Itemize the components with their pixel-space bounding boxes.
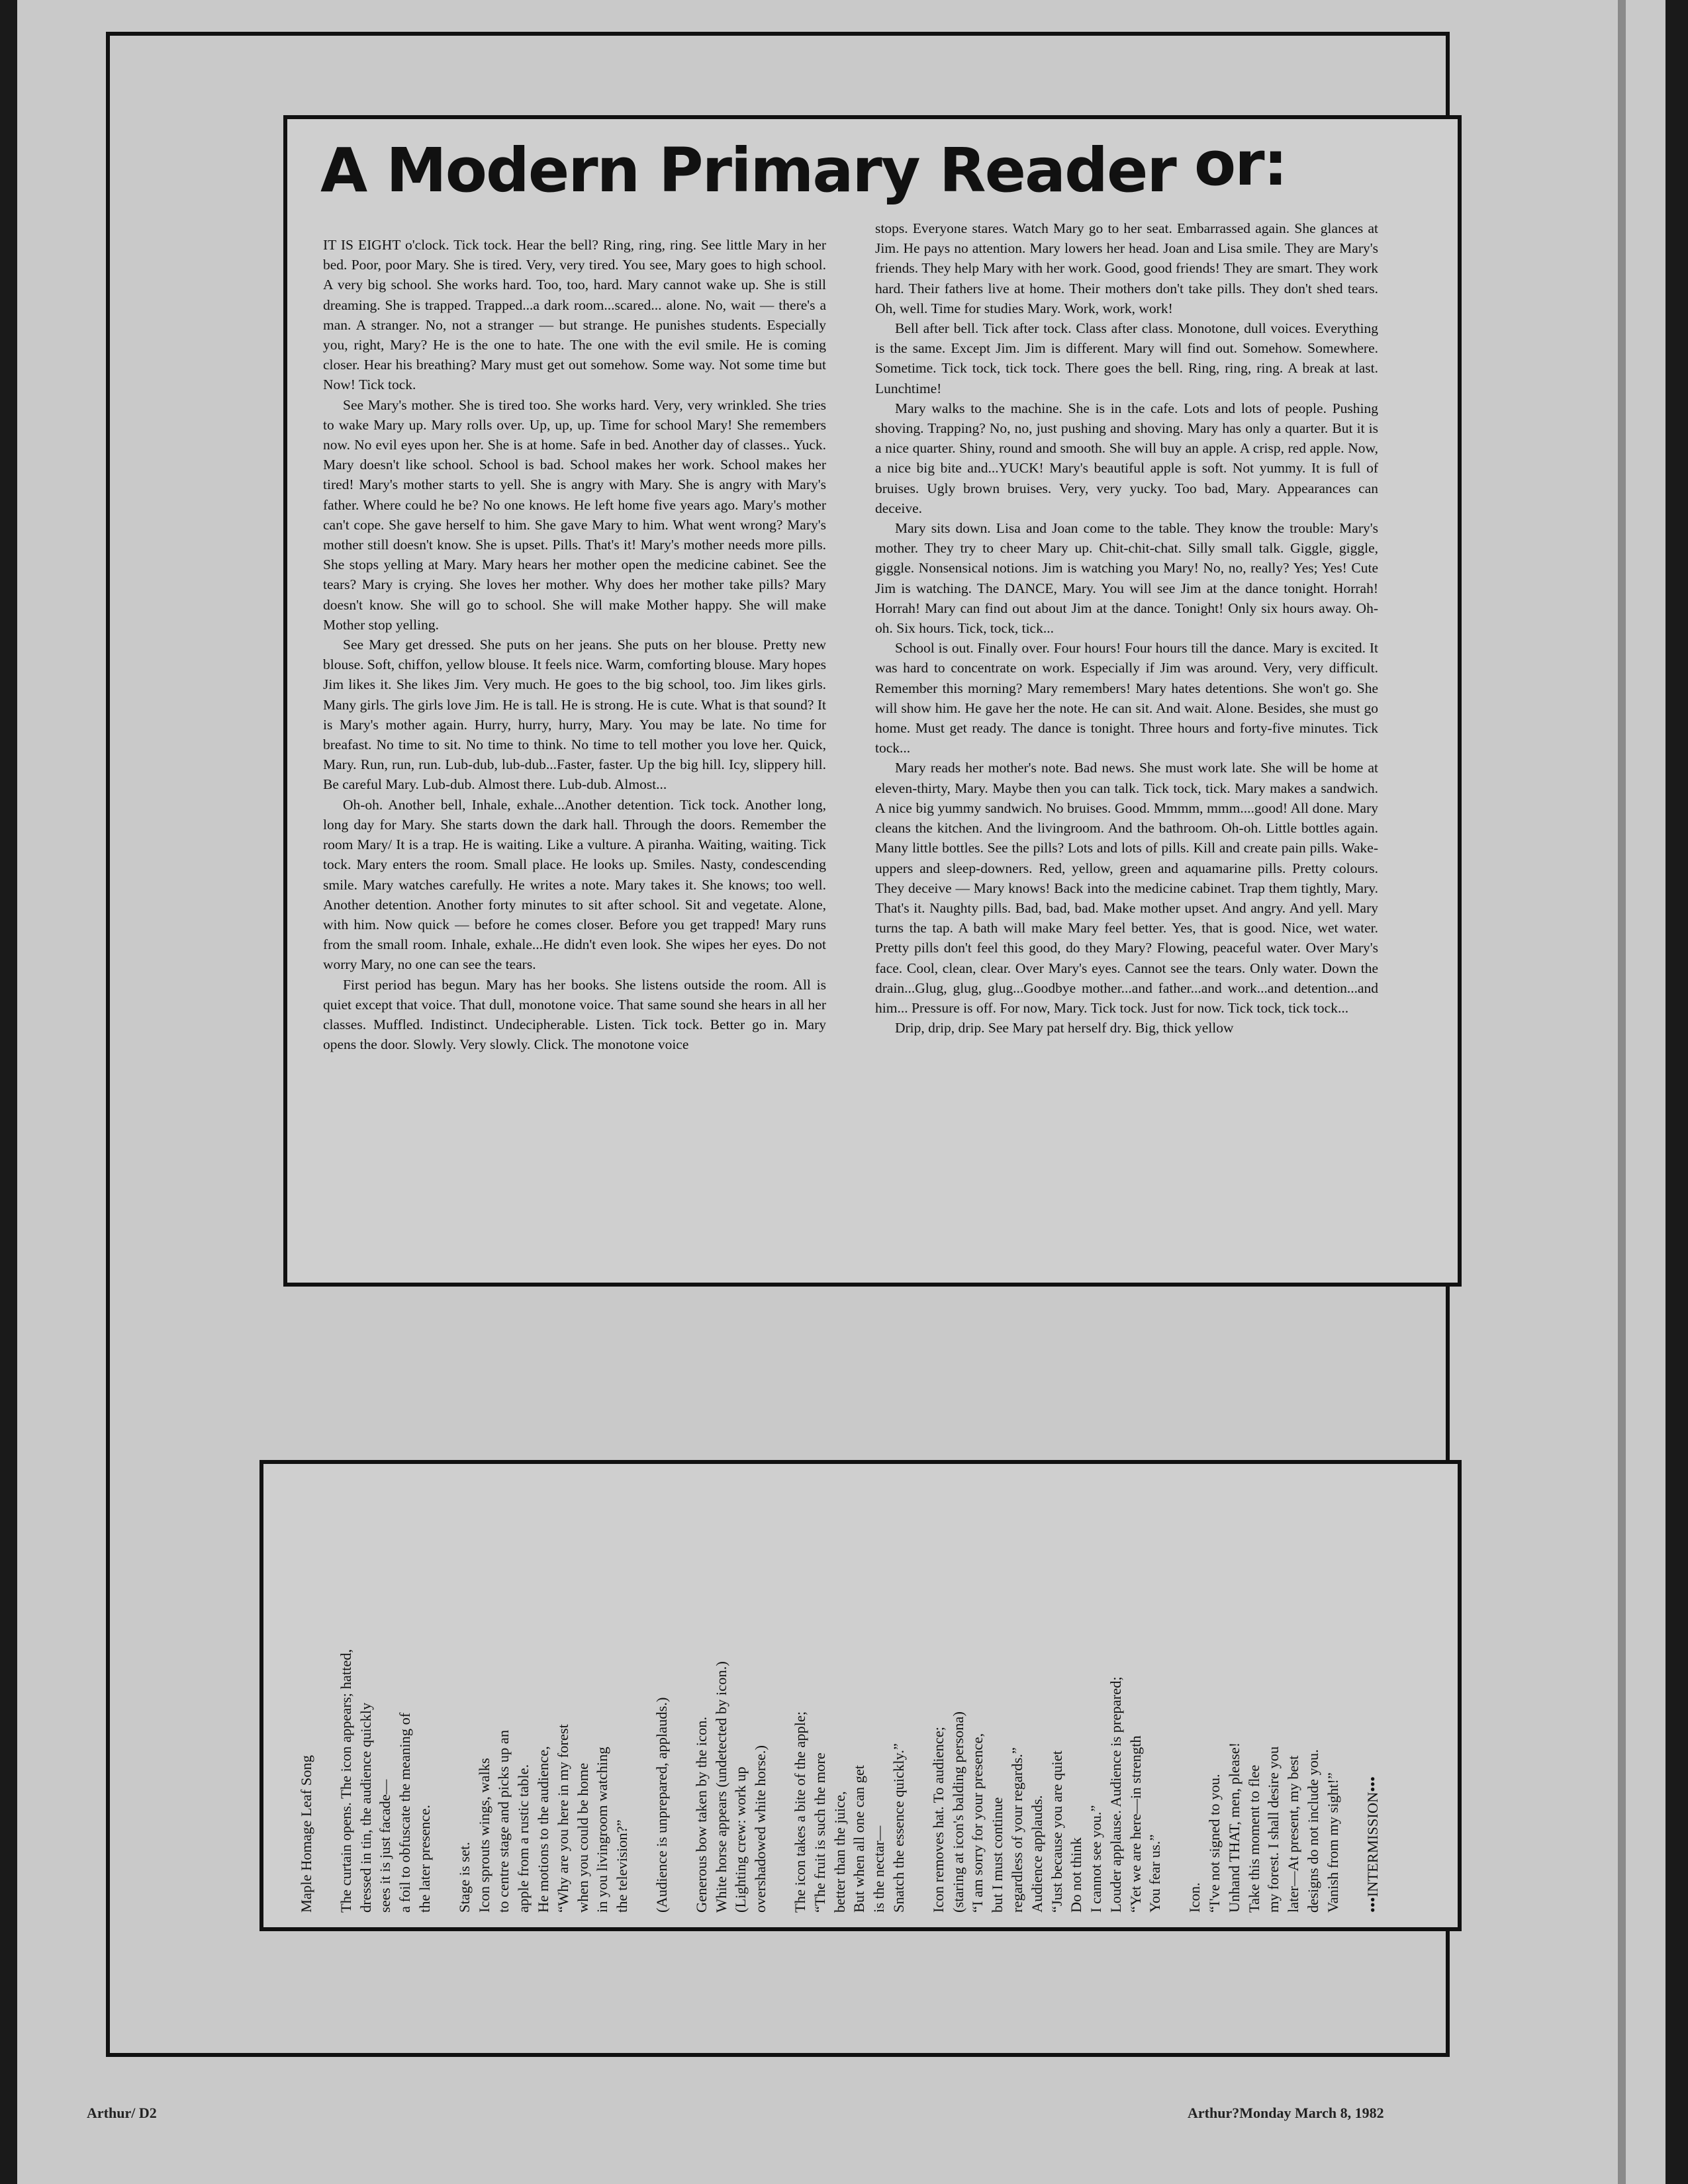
article-paragraph: stops. Everyone stares. Watch Mary go to her seat. Embarrassed again. She glances at Jim. He pays no attention. Mary lowers her head. Joan and Lisa smile. They are Mary's friends. They help Mary with her work. Good, good friends! They are smart. They work hard. Their fathers live at home. Their mothers don't take pills. They don't shed tears. Oh, well. Time for studies Mary. Work, work, work! <box>875 220 1378 316</box>
poem-stanza: Stage is set. Icon sprouts wings, walks to centre stage and picks up an apple from a rustic table. He motions to the audience, “Why are you here in my forest when you could be home in you livingroom watching the television?” <box>455 1724 631 1913</box>
poem-stanza: Generous bow taken by the icon. White horse appears (undetected by icon.) (Lighting crew: work up overshadowed white horse.) <box>692 1661 769 1913</box>
article-paragraph: IT IS EIGHT o'clock. Tick tock. Hear the bell? Ring, ring, ring. See little Mary in her bed. Poor, poor Mary. She is tired. Very, very tired. You see, Mary goes to high school. A very big school. She works hard. Too, too, hard. Mary cannot wake up. She is still dreaming. She is trapped. Trapped...a dark room...scared... alone. No, wait — there's a man. A stranger. No, not a stranger — but strange. He punishes students. Especially you, right, Mary? He is the one to hate. The one with the evil smile. He is coming closer. Hear his breathing? Mary must get out somehow. Some way. Not some time but Now! Tick tock. <box>323 237 826 393</box>
article-paragraph: School is out. Finally over. Four hours! Four hours till the dance. Mary is excited. It was hard to concentrate on work. Especially if Jim was around. Very, very difficult. Remember this morning? Mary remembers! Mary hates detentions. She won't go. She will show him. He gave her the note. He can sit. And wait. Alone. Besides, she must go home. Must get ready. The dance is tonight. Three hours and forty-five minutes. Tick tock... <box>875 640 1378 756</box>
page-fold-edge <box>1618 0 1626 2184</box>
article-column-right <box>875 218 1378 1038</box>
poem-box <box>259 1460 1462 1931</box>
newspaper-page <box>17 0 1665 2184</box>
article-title: A Modern Primary Reader <box>320 135 1176 206</box>
poem-stanza: Maple Homage Leaf Song <box>298 1754 314 1913</box>
article-title-suffix: or: <box>1194 128 1287 199</box>
article-column-left <box>323 235 826 1054</box>
poem-stanza: Icon. “I've not signed to you. Unhand THAT, men, please! Take this moment to flee my forest. I shall desire you later—At present, my best designs do not include you. Vanish from my sight!” <box>1186 1742 1341 1913</box>
article-paragraph: Mary walks to the machine. She is in the cafe. Lots and lots of people. Pushing shoving. Trapping? No, no, just pushing and shoving. Mary has only a quarter. But it is a nice quarter. Shiny, round and smooth. She will buy an apple. A crisp, red apple. Now, a nice big bite and...YUCK! Mary's beautiful apple is soft. Not yummy. It is full of bruises. Ugly brown bruises. Very, very yucky. Too bad, Mary. Appearances can deceive. <box>875 400 1378 516</box>
footer-date: Arthur?Monday March 8, 1982 <box>1188 2105 1384 2121</box>
article-box <box>283 115 1462 1287</box>
article-paragraph: Bell after bell. Tick after tock. Class after class. Monotone, dull voices. Everything is the same. Except Jim. Jim is different. Mary will find out. Somehow. Somewhere. Sometime. Tick tock, tick tock. There goes the bell. Ring, ring, ring. A break at last. Lunchtime! <box>875 320 1378 396</box>
article-paragraph: Mary sits down. Lisa and Joan come to the table. They know the trouble: Mary's mother. They try to cheer Mary up. Chit-chit-chat. Silly small talk. Giggle, giggle, giggle. Nonsensical notions. Jim is watching you Mary! No, no, really? Yes; Yes! Cute Jim is watching. The DANCE, Mary. You will see Jim at the dance tonight. Horrah! Horrah! Mary can find out about Jim at the dance. Tonight! Only six hours away. Oh-oh. Six hours. Tick, tock, tick... <box>875 520 1378 637</box>
article-paragraph: See Mary get dressed. She puts on her jeans. She puts on her blouse. Pretty new blouse. Soft, chiffon, yellow blouse. It feels nice. Warm, comforting blouse. Mary hopes Jim likes it. She likes Jim. Very much. He goes to the big school, too. Jim likes girls. Many girls. The girls love Jim. He is tall. He is strong. He is cute. What is that sound? It is Mary's mother again. Hurry, hurry, hurry, Mary. You may be late. No time for breafast. No time to sit. No time to think. No time to tell mother you love her. Quick, Mary. Run, run, run. Lub-dub, lub-dub...Faster, faster. Up the big hill. Icy, slippery hill. Be careful Mary. Lub-dub. Almost there. Lub-dub. Almost... <box>323 637 826 793</box>
poem-stanza: The curtain opens. The icon appears; hatted, dressed in tin, the audience quickly sees it is just facade— a foil to obfuscate the meaning of the later presence. <box>337 1649 433 1913</box>
poem-stanza: The icon takes a bite of the apple; “The fruit is such the more better than the juice, But when all one can get is the nectar— Snatch the essence quickly.” <box>791 1711 907 1913</box>
poem-rotated-text <box>297 1476 1422 1913</box>
poem-stanza: Icon removes hat. To audience; (staring at icon's balding persona) “I am sorry for your presence, but I must continue regardless of your regards.” Audience applauds. “Just because you are quiet Do not think I cannot see you.” Louder applause. Audience is prepared; “Yet we are here—in strength You fear us.” <box>929 1676 1164 1913</box>
article-paragraph: First period has begun. Mary has her books. She listens outside the room. All is quiet except that voice. That dull, monotone voice. That same sound she hears in all her classes. Muffled. Indistinct. Undecipherable. Listen. Tick tock. Better go in. Mary opens the door. Slowly. Very slowly. Click. The monotone voice <box>323 976 826 1053</box>
poem-stanza: •••INTERMISSION••• <box>1364 1776 1381 1913</box>
article-paragraph: Mary reads her mother's note. Bad news. She must work late. She will be home at eleven-thirty, Mary. Maybe then you can talk. Tick tock, tick. Mary makes a sandwich. A nice big yummy sandwich. No bruises. Good. Mmmm, mmm....good! All done. Mary cleans the kitchen. And the livingroom. And the bathroom. Oh-oh. Little bottles again. Many little bottles. See the pills? Lots and lots of pills. Kill and create pain pills. Wake-uppers and sleep-downers. Red, yellow, green and aquamarine pills. Pretty colours. They deceive — Mary knows! Back into the medicine cabinet. Trap them tightly, Mary. That's it. Naughty pills. Bad, bad, bad. Make mother upset. And angry. And yell. Mary turns the tap. A bath will make Mary feel better. Yes, that is good. Nice, wet water. Pretty pills don't feel this good, do they Mary? Flowing, peaceful water. Over Mary's face. Cool, clean, clear. Over Mary's eyes. Cannot see the tears. Only water. Down the drain...Glug, glug, glug...Goodbye mother...and father...and work...and detention...and him... Pressure is off. For now, Mary. Tick tock. Just for now. Tick tock, tick tock... <box>875 760 1378 1016</box>
article-paragraph: Oh-oh. Another bell, Inhale, exhale...Another detention. Tick tock. Another long, long day for Mary. She starts down the dark hall. Through the doors. Remember the room Mary/ It is a trap. He is waiting. Like a vulture. A piranha. Waiting, waiting. Tick tock. Mary enters the room. Small place. He looks up. Smiles. Nasty, condescending smile. Mary watches carefully. He writes a note. Mary takes it. She knows; too well. Another detention. Another forty minutes to sit after school. Sit and vegetate. Alone, with him. Now quick — before he comes closer. Before you get trapped! Mary runs from the small room. Inhale, exhale...He didn't even look. She wipes her eyes. Do not worry Mary, no one can see the tears. <box>323 796 826 973</box>
poem-stanza: (Audience is unprepared, applauds.) <box>653 1697 670 1913</box>
article-paragraph: See Mary's mother. She is tired too. She works hard. Very, very wrinkled. She tries to wake Mary up. Mary rolls over. Up, up, up. Time for school Mary! She remembers now. No evil eyes upon her. She is at home. Safe in bed. Another day of classes.. Yuck. Mary doesn't like school. School is bad. School makes her work. School makes her tired! Mary's mother starts to yell. She is angry with Mary. She is angry with Mary's father. Where could he be? No one knows. He left home five years ago. Mary's mother can't cope. She gave herself to him. She gave Mary to him. What went wrong? Mary's mother still doesn't know. She is upset. Pills. That's it! Mary's mother needs more pills. She stops yelling at Mary. Mary hears her mother open the medicine cabinet. See the tears? Mary is crying. She loves her mother. Why does her mother take pills? Mary doesn't know. She will go to school. She will make Mother happy. She will make Mother stop yelling. <box>323 396 826 633</box>
article-paragraph: Drip, drip, drip. See Mary pat herself dry. Big, thick yellow <box>895 1020 1234 1036</box>
footer-page-label: Arthur/ D2 <box>87 2105 157 2121</box>
